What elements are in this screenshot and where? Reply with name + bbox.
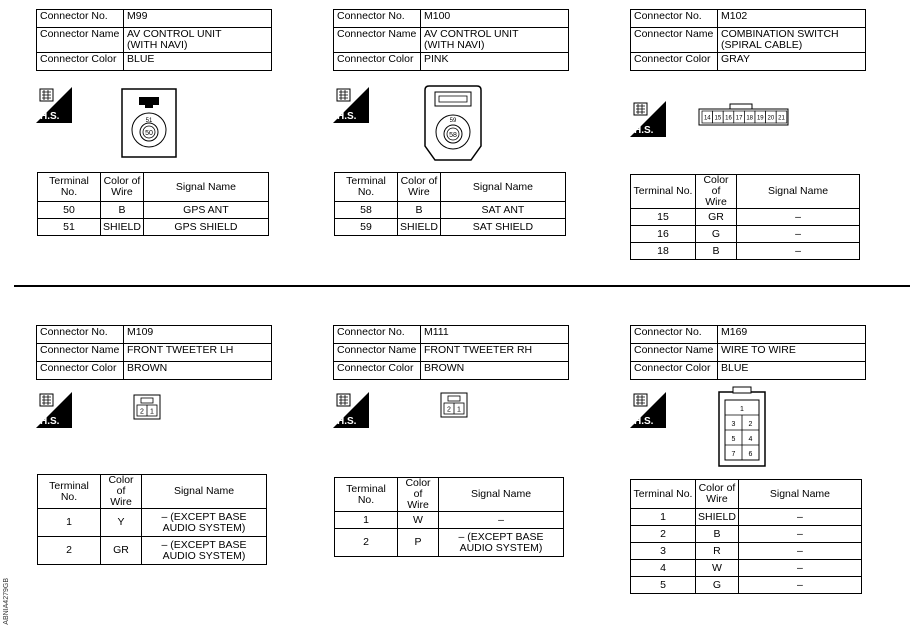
harness-side-icon	[333, 87, 369, 123]
signal-name-header: Signal Name	[143, 173, 268, 202]
table-row: 1 Y – (EXCEPT BASE AUDIO SYSTEM)	[38, 509, 267, 537]
connector-color-label: Connector Color	[631, 53, 718, 71]
wire-color-header: Color of Wire	[696, 480, 739, 509]
connector-name-value: COMBINATION SWITCH (SPIRAL CABLE)	[718, 28, 866, 53]
svg-text:7: 7	[731, 451, 736, 458]
connector-name-label: Connector Name	[37, 344, 124, 362]
svg-text:51: 51	[145, 118, 153, 124]
table-row: 1 W –	[335, 512, 564, 529]
connector-no-value: M109	[124, 326, 272, 344]
svg-text:2: 2	[447, 406, 451, 414]
connector-no-value: M111	[421, 326, 569, 344]
svg-text:H.S.: H.S.	[40, 416, 60, 427]
connector-no-label: Connector No.	[631, 10, 718, 28]
pin-label: 20	[767, 115, 775, 122]
connector-no-label: Connector No.	[334, 326, 421, 344]
svg-text:H.S.: H.S.	[634, 416, 654, 427]
terminal-no-header: Terminal No.	[631, 480, 696, 509]
connector-face-m111	[440, 392, 468, 418]
table-row: 16 G –	[631, 226, 860, 243]
connector-color-value: BLUE	[718, 362, 866, 380]
connector-no-value: M169	[718, 326, 866, 344]
pin-label: 16	[725, 115, 732, 122]
connector-name-value: WIRE TO WIRE	[718, 344, 866, 362]
table-row: 2 GR – (EXCEPT BASE AUDIO SYSTEM)	[38, 537, 267, 565]
connector-face-m100	[423, 84, 483, 162]
connector-color-label: Connector Color	[631, 362, 718, 380]
connector-color-value: GRAY	[718, 53, 866, 71]
connector-no-label: Connector No.	[37, 326, 124, 344]
wire-color-header: Color of Wire	[398, 173, 441, 202]
connector-no-value: M100	[421, 10, 569, 28]
table-row: 51 SHIELD GPS SHIELD	[38, 219, 269, 236]
connector-block-m100	[333, 9, 569, 71]
connector-no-value: M99	[124, 10, 272, 28]
svg-text:H.S.: H.S.	[634, 125, 654, 136]
connector-info-table	[333, 9, 569, 71]
terminal-table-m102	[630, 174, 860, 260]
svg-text:50: 50	[145, 130, 153, 137]
table-row: 58 B SAT ANT	[335, 202, 566, 219]
svg-text:1: 1	[150, 408, 154, 416]
connector-block-m111	[333, 325, 569, 380]
connector-info-table	[36, 325, 272, 380]
terminal-no-header: Terminal No.	[631, 175, 696, 209]
signal-name-header: Signal Name	[738, 480, 861, 509]
section-divider	[14, 285, 910, 287]
harness-side-icon	[333, 392, 369, 428]
connector-block-m169	[630, 325, 866, 380]
table-row: 15 GR –	[631, 209, 860, 226]
connector-no-label: Connector No.	[334, 10, 421, 28]
connector-info-table	[630, 325, 866, 380]
table-row: 1 SHIELD –	[631, 509, 862, 526]
figure-code: ABNIA4279GB	[3, 578, 10, 625]
terminal-table-m109	[37, 474, 267, 565]
connector-no-label: Connector No.	[631, 326, 718, 344]
table-row: 2 P – (EXCEPT BASE AUDIO SYSTEM)	[335, 529, 564, 557]
wire-color-header: Color of Wire	[696, 175, 737, 209]
connector-name-value: AV CONTROL UNIT (WITH NAVI)	[421, 28, 569, 53]
signal-name-header: Signal Name	[737, 175, 860, 209]
terminal-table-m99	[37, 172, 269, 236]
terminal-no-header: Terminal No.	[335, 478, 398, 512]
connector-face-m169	[717, 386, 767, 468]
svg-text:6: 6	[748, 451, 753, 458]
signal-name-header: Signal Name	[439, 478, 564, 512]
terminal-no-header: Terminal No.	[38, 173, 101, 202]
connector-color-value: BROWN	[124, 362, 272, 380]
connector-name-value: FRONT TWEETER RH	[421, 344, 569, 362]
connector-info-table	[630, 9, 866, 71]
connector-color-label: Connector Color	[334, 53, 421, 71]
pin-label: 14	[703, 115, 711, 122]
svg-text:1: 1	[740, 406, 744, 413]
wire-color-header: Color of Wire	[101, 173, 144, 202]
connector-color-label: Connector Color	[334, 362, 421, 380]
connector-block-m99	[36, 9, 272, 71]
connector-name-value: AV CONTROL UNIT (WITH NAVI)	[124, 28, 272, 53]
harness-side-icon	[36, 392, 72, 428]
connector-block-m102	[630, 9, 866, 71]
table-row: 4 W –	[631, 560, 862, 577]
connector-name-label: Connector Name	[631, 28, 718, 53]
harness-side-icon	[630, 101, 666, 137]
svg-text:H.S.: H.S.	[337, 416, 357, 427]
svg-text:H.S.: H.S.	[40, 111, 60, 122]
connector-name-label: Connector Name	[334, 28, 421, 53]
connector-color-label: Connector Color	[37, 53, 124, 71]
connector-color-label: Connector Color	[37, 362, 124, 380]
connector-face-m99	[121, 88, 177, 158]
connector-face-m109	[133, 394, 161, 420]
terminal-table-m169	[630, 479, 862, 594]
connector-name-label: Connector Name	[334, 344, 421, 362]
connector-color-value: PINK	[421, 53, 569, 71]
svg-text:5: 5	[731, 436, 736, 443]
svg-text:59: 59	[449, 118, 457, 124]
wire-color-header: Color of Wire	[398, 478, 439, 512]
connector-color-value: BLUE	[124, 53, 272, 71]
table-row: 59 SHIELD SAT SHIELD	[335, 219, 566, 236]
terminal-no-header: Terminal No.	[38, 475, 101, 509]
connector-info-table	[333, 325, 569, 380]
svg-text:2: 2	[748, 421, 753, 428]
harness-side-icon	[36, 87, 72, 123]
pin-label: 21	[778, 115, 785, 122]
table-row: 2 B –	[631, 526, 862, 543]
connector-name-label: Connector Name	[37, 28, 124, 53]
terminal-no-header: Terminal No.	[335, 173, 398, 202]
connector-info-table	[36, 9, 272, 71]
harness-side-icon	[630, 392, 666, 428]
signal-name-header: Signal Name	[142, 475, 267, 509]
svg-text:H.S.: H.S.	[337, 111, 357, 122]
connector-color-value: BROWN	[421, 362, 569, 380]
connector-name-label: Connector Name	[631, 344, 718, 362]
table-row: 18 B –	[631, 243, 860, 260]
svg-text:2: 2	[140, 408, 144, 416]
svg-text:3: 3	[731, 421, 736, 428]
table-row: 5 G –	[631, 577, 862, 594]
signal-name-header: Signal Name	[440, 173, 565, 202]
terminal-table-m100	[334, 172, 566, 236]
pin-label: 19	[756, 115, 764, 122]
connector-face-m102	[698, 103, 790, 127]
connector-no-value: M102	[718, 10, 866, 28]
svg-text:1: 1	[457, 406, 461, 414]
table-row: 50 B GPS ANT	[38, 202, 269, 219]
terminal-table-m111	[334, 477, 564, 557]
pin-label: 17	[735, 115, 743, 122]
pin-label: 15	[714, 115, 722, 122]
pin-label: 18	[746, 115, 754, 122]
svg-text:58: 58	[449, 132, 457, 139]
svg-text:4: 4	[748, 436, 753, 443]
connector-block-m109	[36, 325, 272, 380]
wire-color-header: Color of Wire	[101, 475, 142, 509]
table-row: 3 R –	[631, 543, 862, 560]
connector-no-label: Connector No.	[37, 10, 124, 28]
connector-name-value: FRONT TWEETER LH	[124, 344, 272, 362]
